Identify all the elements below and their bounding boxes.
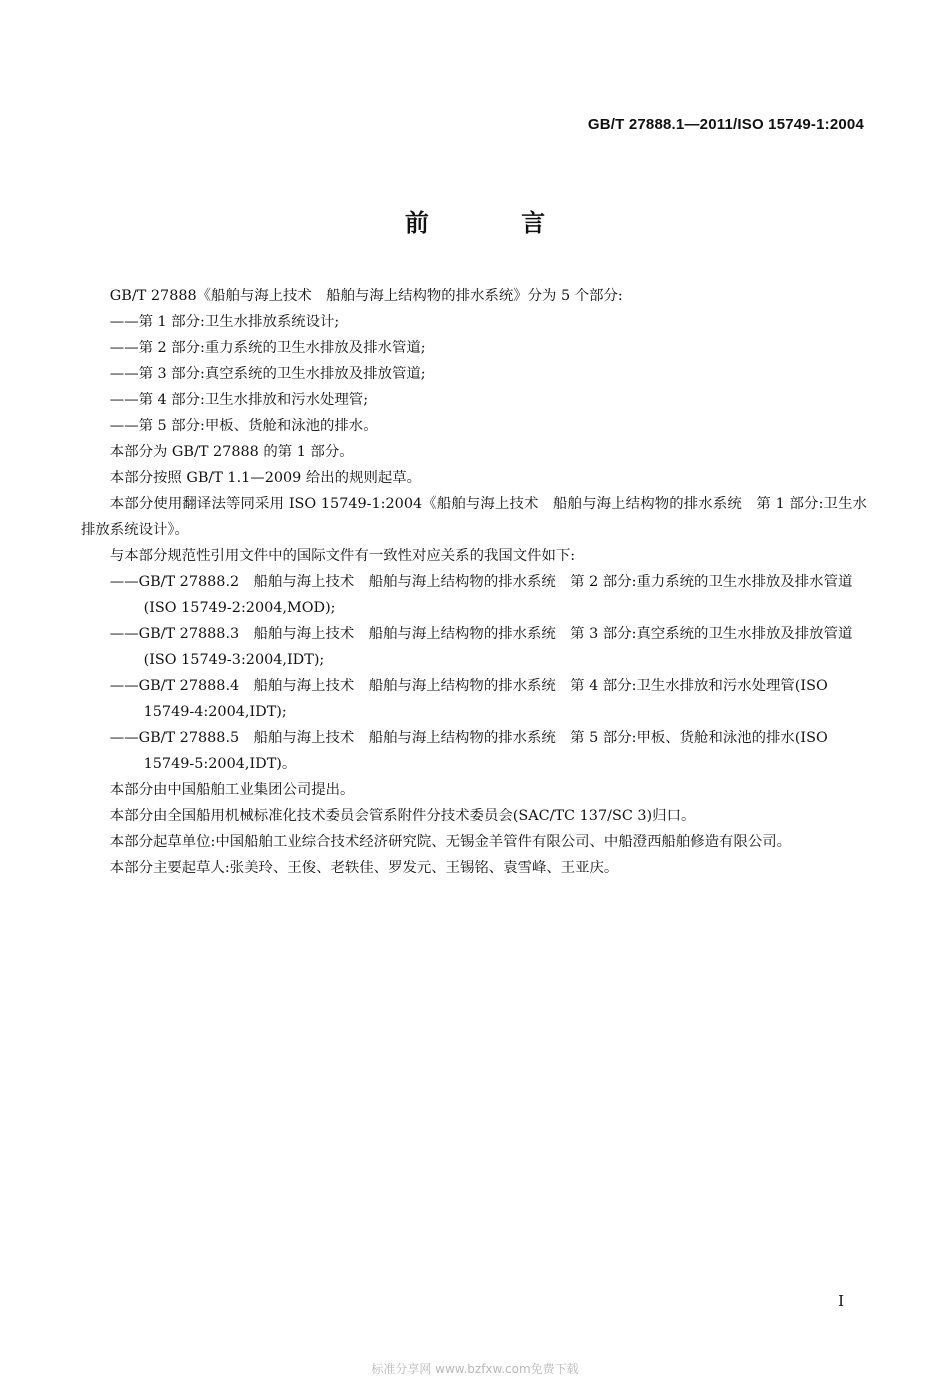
part-statement: 本部分为 GB/T 27888 的第 1 部分。 (109, 444, 354, 460)
intro-paragraph: GB/T 27888《船舶与海上技术 船舶与海上结构物的排水系统》分为 5 个部分: (109, 288, 623, 304)
reference-intro: 与本部分规范性引用文件中的国际文件有一致性对应关系的我国文件如下: (109, 548, 576, 564)
reference-item-5: ——GB/T 27888.5 船舶与海上技术 船舶与海上结构物的排水系统 第 5 部分:甲板、货舱和泳池的排水(ISO 15749-5:2004,IDT)。 (109, 730, 828, 772)
list-item-part-3: ——第 3 部分:真空系统的卫生水排放及排放管道; (109, 366, 426, 382)
drafting-units: 本部分起草单位:中国船舶工业综合技术经济研究院、无锡金羊管件有限公司、中船澄西船舶修造有限公司。 (109, 834, 792, 850)
reference-item-3: ——GB/T 27888.3 船舶与海上技术 船舶与海上结构物的排水系统 第 3 部分:真空系统的卫生水排放及排放管道(ISO 15749-3:2004,IDT); (109, 626, 853, 668)
committee-statement: 本部分由全国船用机械标准化技术委员会管系附件分技术委员会(SAC/TC 137/SC 3)归口。 (109, 808, 696, 824)
list-item-part-5: ——第 5 部分:甲板、货舱和泳池的排水。 (109, 418, 378, 434)
adoption-statement: 本部分使用翻译法等同采用 ISO 15749-1:2004《船舶与海上技术 船舶与海上结构物的排水系统 第 1 部分:卫生水排放系统设计》。 (81, 496, 867, 538)
drafters: 本部分主要起草人:张美玲、王俊、老轶佳、罗发元、王锡铭、袁雪峰、王亚庆。 (109, 860, 619, 876)
list-item-part-4: ——第 4 部分:卫生水排放和污水处理管; (109, 392, 369, 408)
proposer-statement: 本部分由中国船舶工业集团公司提出。 (109, 782, 355, 798)
page-number: I (838, 1292, 844, 1310)
drafting-rule: 本部分按照 GB/T 1.1—2009 给出的规则起草。 (109, 470, 422, 486)
list-item-part-2: ——第 2 部分:重力系统的卫生水排放及排水管道; (109, 340, 426, 356)
page-title: 前 言 (404, 209, 588, 237)
foreword-body (81, 283, 867, 881)
reference-item-4: ——GB/T 27888.4 船舶与海上技术 船舶与海上结构物的排水系统 第 4 部分:卫生水排放和污水处理管(ISO 15749-4:2004,IDT); (109, 678, 828, 720)
standard-code: GB/T 27888.1—2011/ISO 15749-1:2004 (587, 116, 864, 133)
watermark: 标准分享网 www.bzfxw.com免费下载 (371, 1362, 579, 1376)
list-item-part-1: ——第 1 部分:卫生水排放系统设计; (109, 314, 340, 330)
reference-item-2: ——GB/T 27888.2 船舶与海上技术 船舶与海上结构物的排水系统 第 2 部分:重力系统的卫生水排放及排水管道(ISO 15749-2:2004,MOD); (109, 574, 853, 616)
